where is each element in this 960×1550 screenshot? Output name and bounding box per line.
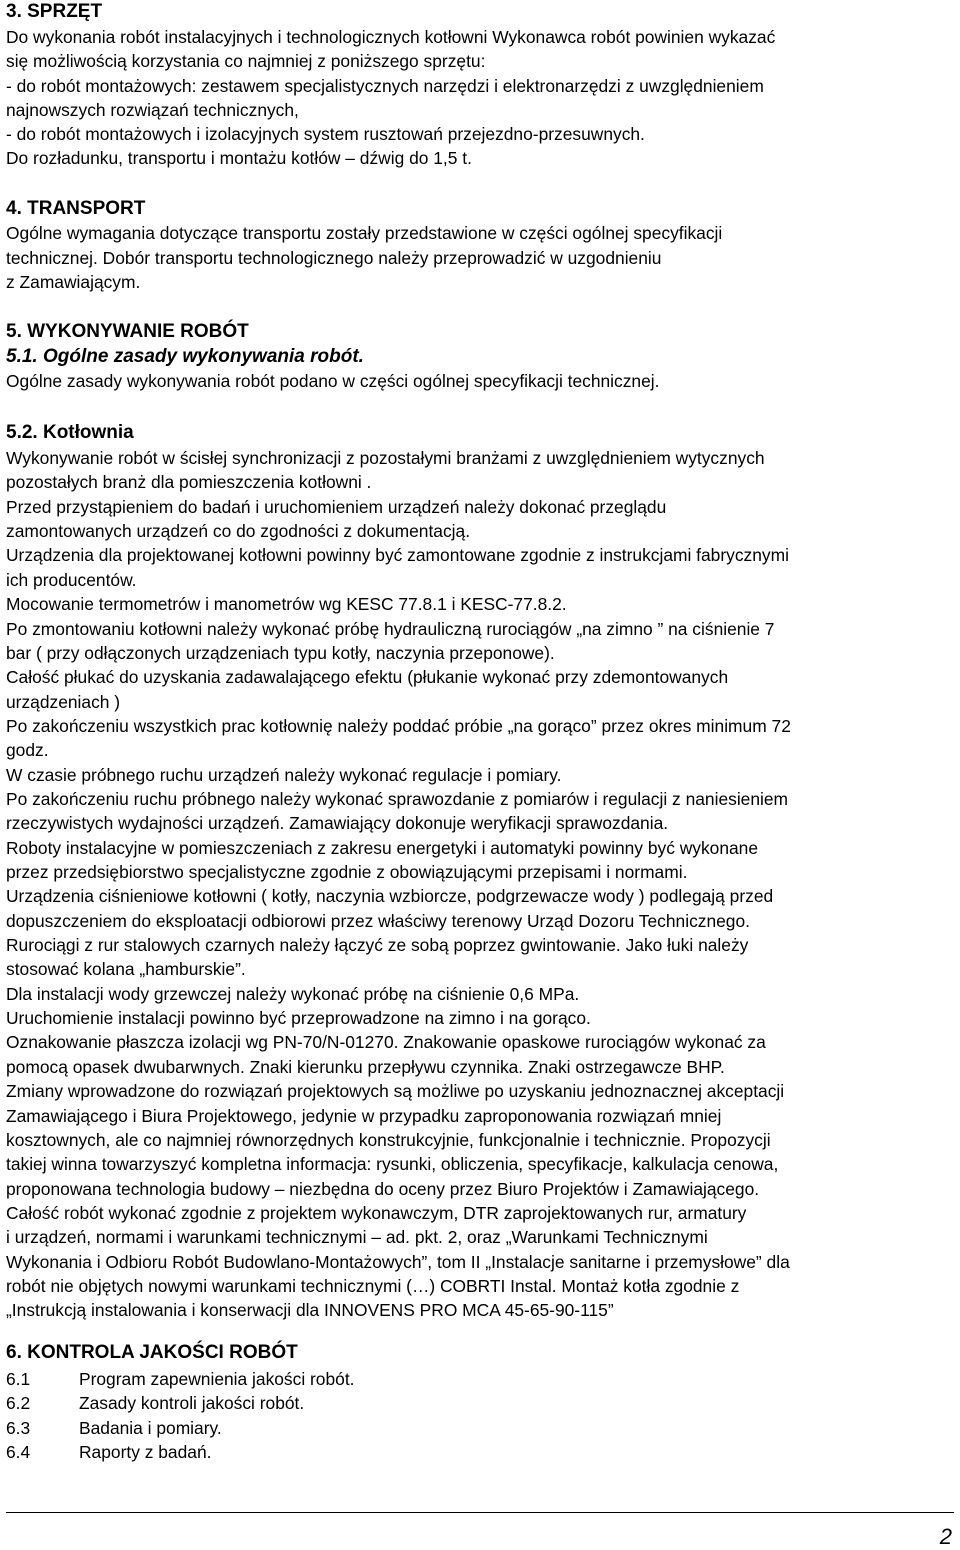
- section-6-item-number: 6.4: [6, 1441, 31, 1462]
- section-4-line: z Zamawiającym.: [6, 272, 141, 292]
- section-5-2-line: „Instrukcją instalowania i konserwacji dla INNOVENS PRO MCA 45-65-90-115”: [6, 1300, 614, 1321]
- section-5-2-line: Zamawiającego i Biura Projektowego, jedynie w przypadku zaproponowania rozwiązań mniej: [6, 1105, 722, 1126]
- section-5-2-line: Dla instalacji wody grzewczej należy wykonać próbę na ciśnienie 0,6 MPa.: [6, 983, 580, 1004]
- section-4-heading: 4. TRANSPORT: [6, 198, 146, 219]
- section-5-2-line: Całość robót wykonać zgodnie z projektem wykonawczym, DTR zaprojektowanych rur, armatury: [6, 1202, 747, 1223]
- section-5-2-line: proponowana technologia budowy – niezbędna do oceny przez Biuro Projektów i Zamawiającego.: [6, 1178, 760, 1199]
- section-5-2-line: rzeczywistych wydajności urządzeń. Zamawiający dokonuje weryfikacji sprawozdania.: [6, 813, 669, 834]
- section-6-heading: 6. KONTROLA JAKOŚCI ROBÓT: [6, 1342, 298, 1363]
- section-5-1-heading: 5.1. Ogólne zasady wykonywania robót.: [6, 346, 364, 367]
- section-5-2-line: przez przedsiębiorstwo specjalistyczne zgodnie z obowiązującymi przepisami i normami.: [6, 862, 688, 882]
- section-5-2-heading: 5.2. Kotłownia: [6, 422, 134, 443]
- section-5-2-line: godz.: [6, 740, 49, 761]
- section-5-2-line: Wykonania i Odbioru Robót Budowlano-Montażowych”, tom II „Instalacje sanitarne i przemysłowe” dla: [6, 1251, 790, 1272]
- section-5-2-line: urządzeniach ): [6, 691, 121, 712]
- section-5-1-line: Ogólne zasady wykonywania robót podano w części ogólnej specyfikacji technicznej.: [6, 371, 660, 391]
- section-5-heading: 5. WYKONYWANIE ROBÓT: [6, 321, 249, 342]
- section-3-line: Do rozładunku, transportu i montażu kotłów – dźwig do 1,5 t.: [6, 148, 472, 168]
- section-6-item-text: Program zapewnienia jakości robót.: [79, 1369, 355, 1389]
- section-3-line: najnowszych rozwiązań technicznych,: [6, 100, 299, 120]
- section-5-2-line: Po zakończeniu wszystkich prac kotłownię należy poddać próbie „na gorąco” przez okres minimum 72: [6, 715, 791, 736]
- section-5-2-line: Mocowanie termometrów i manometrów wg KESC 77.8.1 i KESC-77.8.2.: [6, 594, 567, 615]
- footer-rule: [6, 1512, 954, 1513]
- section-5-2-line: robót nie objętych nowymi warunkami technicznymi (…) COBRTI Instal. Montaż kotła zgodnie z: [6, 1275, 740, 1296]
- section-6-item-number: 6.2: [6, 1393, 31, 1414]
- section-5-2-line: Całość płukać do uzyskania zadawalającego efektu (płukanie wykonać przy zdemontowanych: [6, 667, 729, 688]
- section-5-2-line: Roboty instalacyjne w pomieszczeniach z zakresu energetyki i automatyki powinny być wykonane: [6, 837, 759, 858]
- section-3-line: - do robót montażowych: zestawem specjalistycznych narzędzi i elektronarzędzi z uwzględnieniem: [6, 76, 764, 96]
- section-5-2-line: kosztownych, ale co najmniej równorzędnych konstrukcyjnie, funkcjonalnie i technicznie. Propozycji: [6, 1129, 771, 1150]
- section-4-line: technicznej. Dobór transportu technologicznego należy przeprowadzić w uzgodnieniu: [6, 248, 662, 268]
- section-5-2-line: Po zakończeniu ruchu próbnego należy wykonać sprawozdanie z pomiarów i regulacji z naniesieniem: [6, 788, 789, 809]
- section-5-2-line: stosować kolana „hamburskie”.: [6, 959, 246, 980]
- section-5-2-line: zamontowanych urządzeń co do zgodności z dokumentacją.: [6, 521, 471, 541]
- section-5-2-line: Uruchomienie instalacji powinno być przeprowadzone na zimno i na gorąco.: [6, 1008, 591, 1029]
- page-number: 2: [939, 1524, 952, 1549]
- section-5-2-line: pomocą opasek dwubarwnych. Znaki kierunku przepływu czynnika. Znaki ostrzegawcze BHP.: [6, 1056, 725, 1077]
- section-3-line: Do wykonania robót instalacyjnych i technologicznych kotłowni Wykonawca robót powinien wykazać: [6, 27, 776, 47]
- section-6-item-number: 6.1: [6, 1369, 31, 1389]
- section-5-2-line: pozostałych branż dla pomieszczenia kotłowni .: [6, 472, 372, 493]
- section-5-2-line: Wykonywanie robót w ścisłej synchronizacji z pozostałymi branżami z uwzględnieniem wytycznych: [6, 448, 765, 468]
- section-5-2-line: W czasie próbnego ruchu urządzeń należy wykonać regulacje i pomiary.: [6, 764, 562, 785]
- section-6-item-text: Badania i pomiary.: [79, 1417, 222, 1438]
- section-3-line: - do robót montażowych i izolacyjnych system rusztowań przejezdno-przesuwnych.: [6, 124, 645, 144]
- section-5-2-line: Oznakowanie płaszcza izolacji wg PN-70/N-01270. Znakowanie opaskowe rurociągów wykonać za: [6, 1032, 766, 1053]
- section-5-2-line: Urządzenia ciśnieniowe kotłowni ( kotły, naczynia wzbiorcze, podgrzewacze wody ) podlegają przed: [6, 886, 774, 907]
- section-5-2-line: Urządzenia dla projektowanej kotłowni powinny być zamontowane zgodnie z instrukcjami fabrycznymi: [6, 545, 789, 566]
- section-5-2-line: Przed przystąpieniem do badań i uruchomieniem urządzeń należy dokonać przeglądu: [6, 496, 667, 517]
- section-6-item-text: Zasady kontroli jakości robót.: [79, 1393, 305, 1414]
- section-4-line: Ogólne wymagania dotyczące transportu zostały przedstawione w części ogólnej specyfikacji: [6, 223, 723, 243]
- section-5-2-line: Po zmontowaniu kotłowni należy wykonać próbę hydrauliczną rurociągów „na zimno ” na ciśnienie 7: [6, 618, 775, 639]
- section-6-item-text: Raporty z badań.: [79, 1441, 212, 1462]
- section-5-2-line: takiej winna towarzyszyć kompletna informacja: rysunki, obliczenia, specyfikacje, kalkulacja cenowa,: [6, 1154, 779, 1175]
- section-3-line: się możliwością korzystania co najmniej z poniższego sprzętu:: [6, 51, 486, 71]
- section-5-2-line: Rurociągi z rur stalowych czarnych należy łączyć ze sobą poprzez gwintowanie. Jako łuki należy: [6, 935, 749, 955]
- section-5-2-line: dopuszczeniem do eksploatacji odbiorowi przez właściwy terenowy Urząd Dozoru Technicznego.: [6, 910, 750, 931]
- section-3-heading: 3. SPRZĘT: [6, 1, 103, 22]
- section-5-2-line: Zmiany wprowadzone do rozwiązań projektowych są możliwe po uzyskaniu jednoznacznej akceptacji: [6, 1081, 785, 1102]
- section-5-2-line: bar ( przy odłączonych urządzeniach typu kotły, naczynia przeponowe).: [6, 642, 555, 663]
- section-5-2-line: i urządzeń, normami i warunkami technicznymi – ad. pkt. 2, oraz „Warunkami Technicznymi: [6, 1227, 708, 1248]
- section-6-item-number: 6.3: [6, 1417, 31, 1438]
- section-5-2-line: ich producentów.: [6, 569, 137, 590]
